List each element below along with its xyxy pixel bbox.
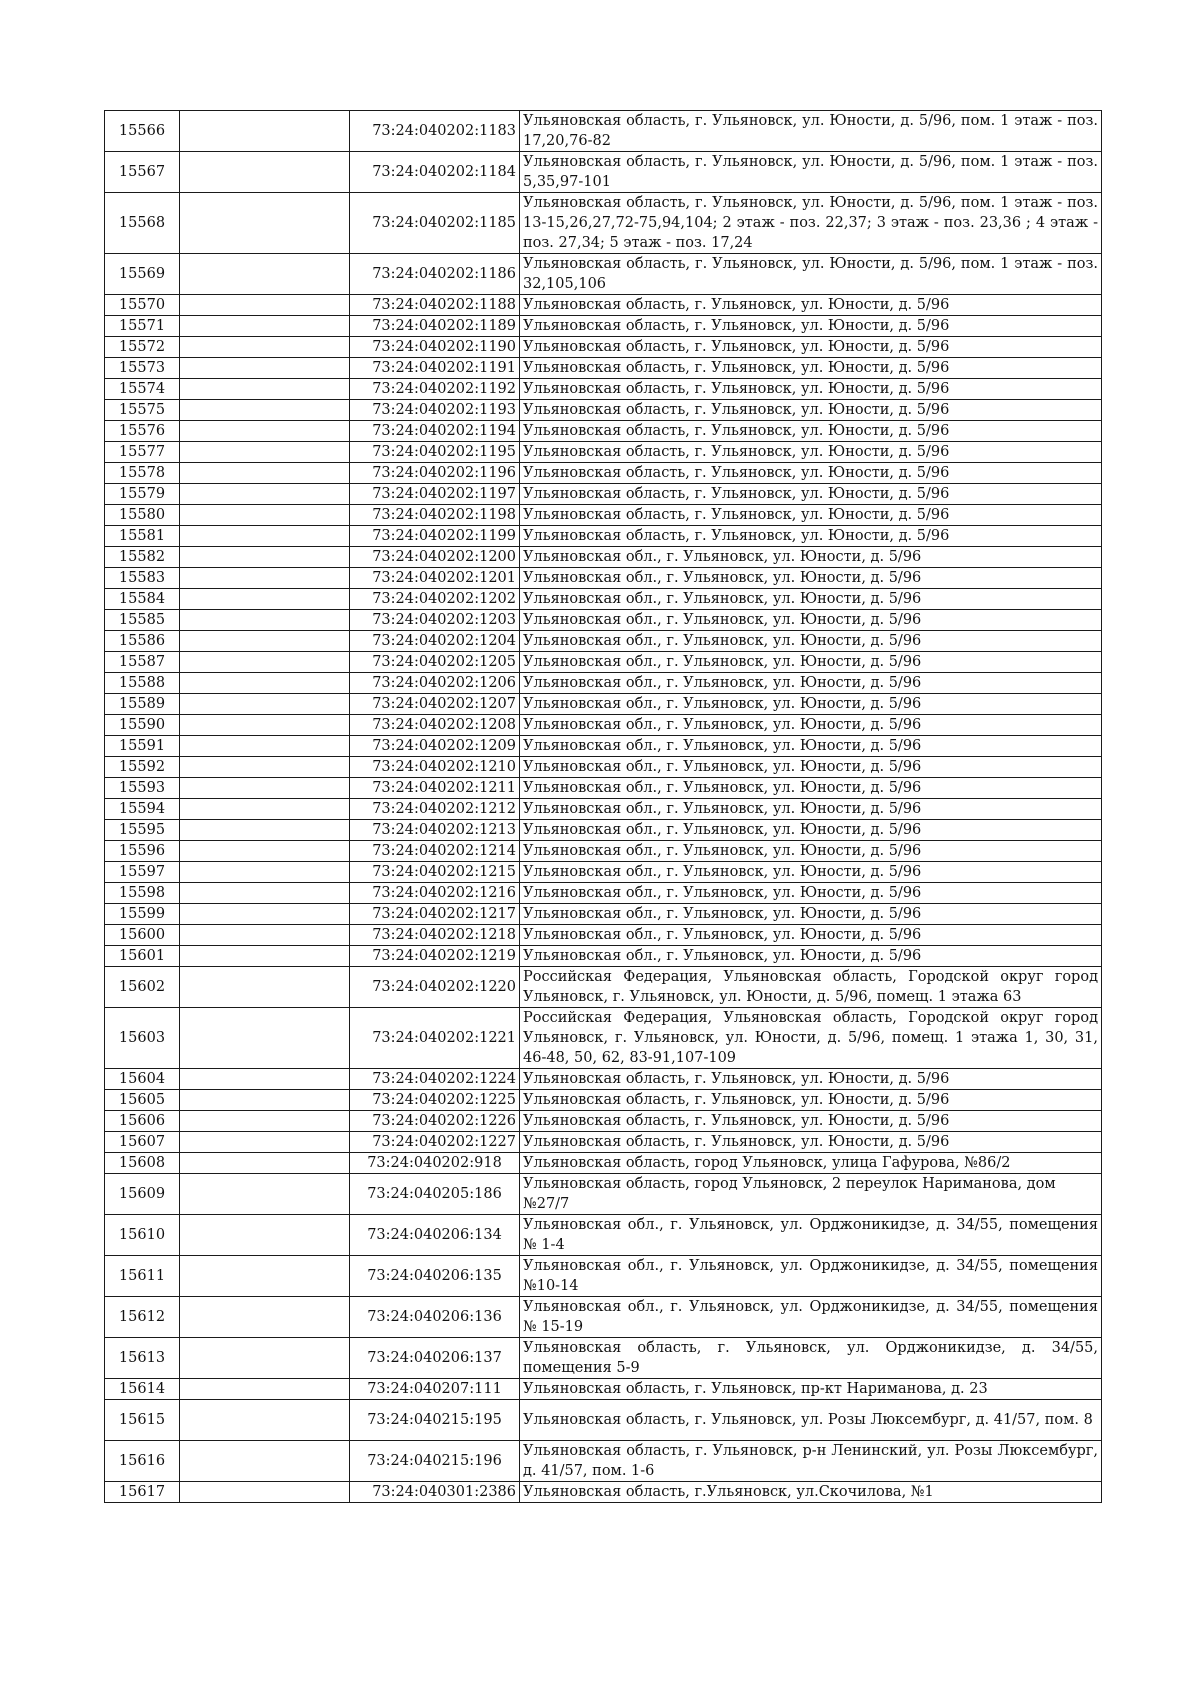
address: Ульяновская область, г. Ульяновск, ул. Юности, д. 5/96 — [520, 295, 1102, 316]
address: Ульяновская обл., г. Ульяновск, ул. Юности, д. 5/96 — [520, 904, 1102, 925]
table-row — [105, 1153, 1102, 1174]
row-number: 15606 — [105, 1111, 180, 1132]
row-number: 15576 — [105, 421, 180, 442]
row-number: 15574 — [105, 379, 180, 400]
table-row — [105, 715, 1102, 736]
table-row — [105, 883, 1102, 904]
row-number: 15617 — [105, 1482, 180, 1503]
empty-cell — [180, 1256, 350, 1297]
cadastral-number: 73:24:040202:1225 — [350, 1090, 520, 1111]
table-row — [105, 295, 1102, 316]
cadastral-number: 73:24:040202:1206 — [350, 673, 520, 694]
row-number: 15572 — [105, 337, 180, 358]
table-row — [105, 254, 1102, 295]
cadastral-number: 73:24:040206:134 — [350, 1215, 520, 1256]
empty-cell — [180, 484, 350, 505]
table-row — [105, 778, 1102, 799]
row-number: 15577 — [105, 442, 180, 463]
table-row — [105, 820, 1102, 841]
row-number: 15570 — [105, 295, 180, 316]
empty-cell — [180, 1441, 350, 1482]
table-row — [105, 111, 1102, 152]
empty-cell — [180, 295, 350, 316]
cadastral-number: 73:24:040202:1194 — [350, 421, 520, 442]
address: Ульяновская обл., г. Ульяновск, ул. Юности, д. 5/96 — [520, 673, 1102, 694]
empty-cell — [180, 1297, 350, 1338]
registry-table — [104, 110, 1102, 1503]
row-number: 15578 — [105, 463, 180, 484]
empty-cell — [180, 254, 350, 295]
address: Ульяновская обл., г. Ульяновск, ул. Юности, д. 5/96 — [520, 589, 1102, 610]
row-number: 15567 — [105, 152, 180, 193]
table-row — [105, 925, 1102, 946]
table-row — [105, 631, 1102, 652]
table-row — [105, 1297, 1102, 1338]
empty-cell — [180, 1008, 350, 1069]
empty-cell — [180, 631, 350, 652]
cadastral-number: 73:24:040202:1216 — [350, 883, 520, 904]
cadastral-number: 73:24:040202:1199 — [350, 526, 520, 547]
table-row — [105, 1132, 1102, 1153]
cadastral-number: 73:24:040202:1195 — [350, 442, 520, 463]
empty-cell — [180, 442, 350, 463]
address: Ульяновская обл., г. Ульяновск, ул. Юности, д. 5/96 — [520, 757, 1102, 778]
table-row — [105, 799, 1102, 820]
cadastral-number: 73:24:040202:1215 — [350, 862, 520, 883]
row-number: 15604 — [105, 1069, 180, 1090]
cadastral-number: 73:24:040206:136 — [350, 1297, 520, 1338]
table-row — [105, 904, 1102, 925]
address: Ульяновская обл., г. Ульяновск, ул. Юности, д. 5/96 — [520, 778, 1102, 799]
address: Ульяновская обл., г. Ульяновск, ул. Юности, д. 5/96 — [520, 883, 1102, 904]
row-number: 15589 — [105, 694, 180, 715]
empty-cell — [180, 946, 350, 967]
row-number: 15593 — [105, 778, 180, 799]
empty-cell — [180, 1338, 350, 1379]
cadastral-number: 73:24:040205:186 — [350, 1174, 520, 1215]
row-number: 15599 — [105, 904, 180, 925]
cadastral-number: 73:24:040202:1204 — [350, 631, 520, 652]
cadastral-number: 73:24:040202:1217 — [350, 904, 520, 925]
row-number: 15588 — [105, 673, 180, 694]
address: Ульяновская обл., г. Ульяновск, ул. Юности, д. 5/96 — [520, 547, 1102, 568]
empty-cell — [180, 967, 350, 1008]
cadastral-number: 73:24:040202:1219 — [350, 946, 520, 967]
address: Ульяновская область, г. Ульяновск, ул. Юности, д. 5/96 — [520, 379, 1102, 400]
empty-cell — [180, 1132, 350, 1153]
table-row — [105, 757, 1102, 778]
table-row — [105, 547, 1102, 568]
address: Ульяновская обл., г. Ульяновск, ул. Юности, д. 5/96 — [520, 862, 1102, 883]
empty-cell — [180, 358, 350, 379]
row-number: 15596 — [105, 841, 180, 862]
address: Ульяновская область, г. Ульяновск, ул. Юности, д. 5/96 — [520, 337, 1102, 358]
cadastral-number: 73:24:040202:1197 — [350, 484, 520, 505]
row-number: 15586 — [105, 631, 180, 652]
empty-cell — [180, 1153, 350, 1174]
table-row — [105, 442, 1102, 463]
table-row — [105, 337, 1102, 358]
cadastral-number: 73:24:040202:1196 — [350, 463, 520, 484]
row-number: 15583 — [105, 568, 180, 589]
row-number: 15571 — [105, 316, 180, 337]
row-number: 15612 — [105, 1297, 180, 1338]
address: Ульяновская обл., г. Ульяновск, ул. Юности, д. 5/96 — [520, 736, 1102, 757]
empty-cell — [180, 547, 350, 568]
table-row — [105, 967, 1102, 1008]
cadastral-number: 73:24:040202:1210 — [350, 757, 520, 778]
document-page — [104, 110, 1101, 1503]
address: Ульяновская область, г. Ульяновск, ул. Юности, д. 5/96 — [520, 1069, 1102, 1090]
row-number: 15582 — [105, 547, 180, 568]
table-row — [105, 1174, 1102, 1215]
cadastral-number: 73:24:040202:1207 — [350, 694, 520, 715]
row-number: 15611 — [105, 1256, 180, 1297]
cadastral-number: 73:24:040301:2386 — [350, 1482, 520, 1503]
empty-cell — [180, 400, 350, 421]
cadastral-number: 73:24:040202:1189 — [350, 316, 520, 337]
empty-cell — [180, 673, 350, 694]
cadastral-number: 73:24:040202:1186 — [350, 254, 520, 295]
table-row — [105, 736, 1102, 757]
cadastral-number: 73:24:040206:137 — [350, 1338, 520, 1379]
address: Ульяновская область, г. Ульяновск, ул. Юности, д. 5/96 — [520, 358, 1102, 379]
empty-cell — [180, 111, 350, 152]
cadastral-number: 73:24:040202:1218 — [350, 925, 520, 946]
row-number: 15597 — [105, 862, 180, 883]
address: Ульяновская область, г. Ульяновск, ул. Розы Люксембург, д. 41/57, пом. 8 — [520, 1400, 1102, 1441]
row-number: 15610 — [105, 1215, 180, 1256]
address: Ульяновская область, город Ульяновск, 2 переулок Нариманова, дом №27/7 — [520, 1174, 1102, 1215]
address: Ульяновская обл., г. Ульяновск, ул. Юности, д. 5/96 — [520, 841, 1102, 862]
empty-cell — [180, 736, 350, 757]
row-number: 15580 — [105, 505, 180, 526]
empty-cell — [180, 715, 350, 736]
table-row — [105, 568, 1102, 589]
row-number: 15603 — [105, 1008, 180, 1069]
empty-cell — [180, 152, 350, 193]
cadastral-number: 73:24:040202:1208 — [350, 715, 520, 736]
address: Ульяновская область, г. Ульяновск, ул. Юности, д. 5/96 — [520, 1111, 1102, 1132]
empty-cell — [180, 862, 350, 883]
address: Ульяновская обл., г. Ульяновск, ул. Юности, д. 5/96 — [520, 820, 1102, 841]
row-number: 15613 — [105, 1338, 180, 1379]
table-row — [105, 673, 1102, 694]
empty-cell — [180, 1111, 350, 1132]
cadastral-number: 73:24:040202:1203 — [350, 610, 520, 631]
row-number: 15615 — [105, 1400, 180, 1441]
empty-cell — [180, 841, 350, 862]
address: Ульяновская область, г. Ульяновск, ул. Юности, д. 5/96 — [520, 316, 1102, 337]
address: Ульяновская обл., г. Ульяновск, ул. Юности, д. 5/96 — [520, 715, 1102, 736]
table-row — [105, 946, 1102, 967]
row-number: 15600 — [105, 925, 180, 946]
table-row — [105, 1441, 1102, 1482]
row-number: 15581 — [105, 526, 180, 547]
table-row — [105, 610, 1102, 631]
empty-cell — [180, 463, 350, 484]
address: Ульяновская обл., г. Ульяновск, ул. Орджоникидзе, д. 34/55, помещения № 1-4 — [520, 1215, 1102, 1256]
table-row — [105, 193, 1102, 254]
empty-cell — [180, 1069, 350, 1090]
table-row — [105, 421, 1102, 442]
cadastral-number: 73:24:040202:1211 — [350, 778, 520, 799]
empty-cell — [180, 568, 350, 589]
address: Ульяновская область, г. Ульяновск, ул. Орджоникидзе, д. 34/55, помещения 5-9 — [520, 1338, 1102, 1379]
address: Ульяновская обл., г. Ульяновск, ул. Юности, д. 5/96 — [520, 946, 1102, 967]
empty-cell — [180, 652, 350, 673]
row-number: 15616 — [105, 1441, 180, 1482]
address: Ульяновская область, город Ульяновск, улица Гафурова, №86/2 — [520, 1153, 1102, 1174]
table-row — [105, 1215, 1102, 1256]
address: Ульяновская обл., г. Ульяновск, ул. Юности, д. 5/96 — [520, 652, 1102, 673]
table-row — [105, 358, 1102, 379]
cadastral-number: 73:24:040202:1226 — [350, 1111, 520, 1132]
row-number: 15584 — [105, 589, 180, 610]
table-row — [105, 526, 1102, 547]
cadastral-number: 73:24:040202:1188 — [350, 295, 520, 316]
row-number: 15569 — [105, 254, 180, 295]
empty-cell — [180, 193, 350, 254]
address: Ульяновская обл., г. Ульяновск, ул. Юности, д. 5/96 — [520, 799, 1102, 820]
cadastral-number: 73:24:040202:1190 — [350, 337, 520, 358]
empty-cell — [180, 505, 350, 526]
address: Ульяновская обл., г. Ульяновск, ул. Юности, д. 5/96 — [520, 568, 1102, 589]
empty-cell — [180, 1215, 350, 1256]
table-row — [105, 1090, 1102, 1111]
address: Ульяновская область, г. Ульяновск, ул. Юности, д. 5/96 — [520, 1090, 1102, 1111]
cadastral-number: 73:24:040202:1202 — [350, 589, 520, 610]
table-row — [105, 862, 1102, 883]
address: Ульяновская область, г. Ульяновск, ул. Юности, д. 5/96 — [520, 421, 1102, 442]
row-number: 15595 — [105, 820, 180, 841]
row-number: 15594 — [105, 799, 180, 820]
cadastral-number: 73:24:040202:1214 — [350, 841, 520, 862]
empty-cell — [180, 1379, 350, 1400]
cadastral-number: 73:24:040206:135 — [350, 1256, 520, 1297]
empty-cell — [180, 379, 350, 400]
cadastral-number: 73:24:040207:111 — [350, 1379, 520, 1400]
address: Ульяновская обл., г. Ульяновск, ул. Юности, д. 5/96 — [520, 631, 1102, 652]
table-row — [105, 1111, 1102, 1132]
address: Ульяновская область, г. Ульяновск, пр-кт Нариманова, д. 23 — [520, 1379, 1102, 1400]
row-number: 15585 — [105, 610, 180, 631]
cadastral-number: 73:24:040202:1192 — [350, 379, 520, 400]
table-row — [105, 400, 1102, 421]
empty-cell — [180, 757, 350, 778]
cadastral-number: 73:24:040202:1209 — [350, 736, 520, 757]
address: Ульяновская обл., г. Ульяновск, ул. Юности, д. 5/96 — [520, 610, 1102, 631]
address: Ульяновская область, г. Ульяновск, ул. Юности, д. 5/96 — [520, 526, 1102, 547]
cadastral-number: 73:24:040202:1227 — [350, 1132, 520, 1153]
table-row — [105, 505, 1102, 526]
cadastral-number: 73:24:040202:1212 — [350, 799, 520, 820]
row-number: 15592 — [105, 757, 180, 778]
empty-cell — [180, 925, 350, 946]
empty-cell — [180, 820, 350, 841]
address: Ульяновская обл., г. Ульяновск, ул. Юности, д. 5/96 — [520, 925, 1102, 946]
address: Российская Федерация, Ульяновская область, Городской округ город Ульяновск, г. Ульяновск, ул. Юности, д. 5/96, помещ. 1 этажа 1, 30, 31, 46-48, 50, 62, 83-91,107-109 — [520, 1008, 1102, 1069]
address: Ульяновская область, г. Ульяновск, ул. Юности, д. 5/96 — [520, 442, 1102, 463]
cadastral-number: 73:24:040215:195 — [350, 1400, 520, 1441]
cadastral-number: 73:24:040215:196 — [350, 1441, 520, 1482]
registry-table-body — [105, 111, 1102, 1503]
row-number: 15605 — [105, 1090, 180, 1111]
table-row — [105, 589, 1102, 610]
cadastral-number: 73:24:040202:1191 — [350, 358, 520, 379]
table-row — [105, 152, 1102, 193]
empty-cell — [180, 316, 350, 337]
table-row — [105, 1338, 1102, 1379]
empty-cell — [180, 778, 350, 799]
cadastral-number: 73:24:040202:1184 — [350, 152, 520, 193]
cadastral-number: 73:24:040202:1183 — [350, 111, 520, 152]
empty-cell — [180, 1482, 350, 1503]
address: Ульяновская область, г. Ульяновск, ул. Юности, д. 5/96 — [520, 505, 1102, 526]
cadastral-number: 73:24:040202:918 — [350, 1153, 520, 1174]
cadastral-number: 73:24:040202:1224 — [350, 1069, 520, 1090]
row-number: 15568 — [105, 193, 180, 254]
table-row — [105, 379, 1102, 400]
row-number: 15614 — [105, 1379, 180, 1400]
row-number: 15573 — [105, 358, 180, 379]
table-row — [105, 316, 1102, 337]
address: Ульяновская область, г.Ульяновск, ул.Скочилова, №1 — [520, 1482, 1102, 1503]
empty-cell — [180, 610, 350, 631]
cadastral-number: 73:24:040202:1200 — [350, 547, 520, 568]
row-number: 15601 — [105, 946, 180, 967]
empty-cell — [180, 694, 350, 715]
cadastral-number: 73:24:040202:1201 — [350, 568, 520, 589]
address: Ульяновская область, г. Ульяновск, ул. Юности, д. 5/96 — [520, 463, 1102, 484]
address: Ульяновская обл., г. Ульяновск, ул. Орджоникидзе, д. 34/55, помещения №10-14 — [520, 1256, 1102, 1297]
row-number: 15602 — [105, 967, 180, 1008]
empty-cell — [180, 1174, 350, 1215]
row-number: 15598 — [105, 883, 180, 904]
address: Ульяновская область, г. Ульяновск, ул. Юности, д. 5/96 — [520, 400, 1102, 421]
row-number: 15579 — [105, 484, 180, 505]
table-row — [105, 1400, 1102, 1441]
cadastral-number: 73:24:040202:1220 — [350, 967, 520, 1008]
table-row — [105, 1008, 1102, 1069]
row-number: 15591 — [105, 736, 180, 757]
row-number: 15608 — [105, 1153, 180, 1174]
empty-cell — [180, 904, 350, 925]
address: Ульяновская область, г. Ульяновск, ул. Юности, д. 5/96 — [520, 484, 1102, 505]
address: Ульяновская область, г. Ульяновск, ул. Юности, д. 5/96, пом. 1 этаж - поз. 17,20,76-82 — [520, 111, 1102, 152]
address: Ульяновская обл., г. Ульяновск, ул. Орджоникидзе, д. 34/55, помещения № 15-19 — [520, 1297, 1102, 1338]
row-number: 15607 — [105, 1132, 180, 1153]
empty-cell — [180, 589, 350, 610]
row-number: 15575 — [105, 400, 180, 421]
cadastral-number: 73:24:040202:1213 — [350, 820, 520, 841]
address: Ульяновская область, г. Ульяновск, ул. Юности, д. 5/96, пом. 1 этаж - поз. 13-15,26,27,72-75,94,104; 2 этаж - поз. 22,37; 3 этаж - поз. 23,36 ; 4 этаж - поз. 27,34; 5 этаж - поз. 17,24 — [520, 193, 1102, 254]
empty-cell — [180, 883, 350, 904]
cadastral-number: 73:24:040202:1205 — [350, 652, 520, 673]
table-row — [105, 1256, 1102, 1297]
table-row — [105, 1069, 1102, 1090]
empty-cell — [180, 337, 350, 358]
row-number: 15590 — [105, 715, 180, 736]
table-row — [105, 652, 1102, 673]
row-number: 15566 — [105, 111, 180, 152]
table-row — [105, 484, 1102, 505]
empty-cell — [180, 421, 350, 442]
address: Ульяновская область, г. Ульяновск, ул. Юности, д. 5/96 — [520, 1132, 1102, 1153]
row-number: 15587 — [105, 652, 180, 673]
address: Ульяновская обл., г. Ульяновск, ул. Юности, д. 5/96 — [520, 694, 1102, 715]
empty-cell — [180, 1090, 350, 1111]
empty-cell — [180, 1400, 350, 1441]
address: Ульяновская область, г. Ульяновск, ул. Юности, д. 5/96, пом. 1 этаж - поз. 5,35,97-101 — [520, 152, 1102, 193]
table-row — [105, 841, 1102, 862]
table-row — [105, 463, 1102, 484]
cadastral-number: 73:24:040202:1185 — [350, 193, 520, 254]
cadastral-number: 73:24:040202:1193 — [350, 400, 520, 421]
cadastral-number: 73:24:040202:1221 — [350, 1008, 520, 1069]
cadastral-number: 73:24:040202:1198 — [350, 505, 520, 526]
table-row — [105, 1482, 1102, 1503]
address: Ульяновская область, г. Ульяновск, р-н Ленинский, ул. Розы Люксембург, д. 41/57, пом. 1-6 — [520, 1441, 1102, 1482]
empty-cell — [180, 799, 350, 820]
row-number: 15609 — [105, 1174, 180, 1215]
address: Ульяновская область, г. Ульяновск, ул. Юности, д. 5/96, пом. 1 этаж - поз. 32,105,106 — [520, 254, 1102, 295]
address: Российская Федерация, Ульяновская область, Городской округ город Ульяновск, г. Ульяновск, ул. Юности, д. 5/96, помещ. 1 этажа 63 — [520, 967, 1102, 1008]
table-row — [105, 1379, 1102, 1400]
table-row — [105, 694, 1102, 715]
empty-cell — [180, 526, 350, 547]
